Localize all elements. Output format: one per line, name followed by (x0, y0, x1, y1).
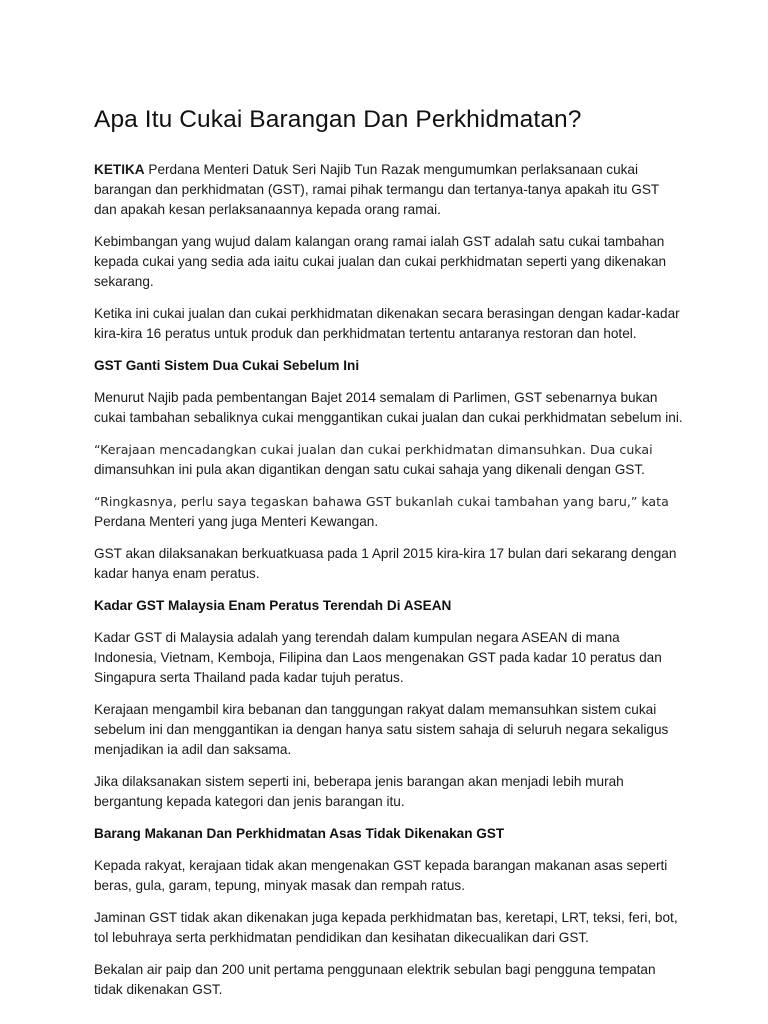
paragraph-2: Kebimbangan yang wujud dalam kalangan orang ramai ialah GST adalah satu cukai tambahan kepada cukai yang sedia ada iaitu cukai jualan dan cukai perkhidmatan seperti yang dikenakan sekarang. (94, 234, 667, 289)
quote-1-start: “Kerajaan mencadangkan cukai jualan dan cukai perkhidmatan dimansuhkan. Dua cukai (94, 442, 653, 457)
quote-2-end: Perdana Menteri yang juga Menteri Kewangan. (94, 514, 379, 529)
intro-text: Perdana Menteri Datuk Seri Najib Tun Razak mengumumkan perlaksanaan cukai barangan dan perkhidmatan (GST), ramai pihak termangu dan tertanya-tanya apakah itu GST dan apakah kesan perlaksanaannya kepada orang ramai. (94, 162, 659, 217)
quote-2 (94, 492, 684, 532)
quote-1 (94, 440, 684, 480)
article (94, 105, 684, 1012)
paragraph-7: Kerajaan mengambil kira bebanan dan tanggungan rakyat dalam memansuhkan sistem cukai sebelum ini dan menggantikan ia dengan hanya satu sistem sahaja di seluruh negara sekaligus menjadikan ia adil dan saksama. (94, 702, 669, 757)
paragraph-5: GST akan dilaksanakan berkuatkuasa pada 1 April 2015 kira-kira 17 bulan dari sekarang dengan kadar hanya enam peratus. (94, 546, 677, 581)
paragraph-11: Bekalan air paip dan 200 unit pertama penggunaan elektrik sebulan bagi pengguna tempatan tidak dikenakan GST. (94, 962, 656, 997)
paragraph-8: Jika dilaksanakan sistem seperti ini, beberapa jenis barangan akan menjadi lebih murah bergantung kepada kategori dan jenis barangan itu. (94, 774, 624, 809)
paragraph-3: Ketika ini cukai jualan dan cukai perkhidmatan dikenakan secara berasingan dengan kadar-kadar kira-kira 16 peratus untuk produk dan perkhidmatan tertentu antaranya restoran dan hotel. (94, 306, 680, 341)
section-heading-3: Barang Makanan Dan Perkhidmatan Asas Tidak Dikenakan GST (94, 826, 505, 841)
quote-2-start: “Ringkasnya, perlu saya tegaskan bahawa GST bukanlah cukai tambahan yang baru,” kata (94, 494, 669, 509)
paragraph-9: Kepada rakyat, kerajaan tidak akan mengenakan GST kepada barangan makanan asas seperti beras, gula, garam, tepung, minyak masak dan rempah ratus. (94, 858, 668, 893)
paragraph-4: Menurut Najib pada pembentangan Bajet 2014 semalam di Parlimen, GST sebenarnya bukan cukai tambahan sebaliknya cukai menggantikan cukai jualan dan cukai perkhidmatan sebelum ini. (94, 390, 683, 425)
quote-1-end: dimansuhkan ini pula akan digantikan dengan satu cukai sahaja yang dikenali dengan GST. (94, 462, 645, 477)
section-heading-2: Kadar GST Malaysia Enam Peratus Terendah Di ASEAN (94, 598, 452, 613)
page-title: Apa Itu Cukai Barangan Dan Perkhidmatan? (94, 106, 582, 133)
paragraph-intro (94, 160, 684, 220)
section-heading-1: GST Ganti Sistem Dua Cukai Sebelum Ini (94, 358, 360, 373)
paragraph-6: Kadar GST di Malaysia adalah yang terendah dalam kumpulan negara ASEAN di mana Indonesia, Vietnam, Kemboja, Filipina dan Laos mengenakan GST pada kadar 10 peratus dan Singapura serta Thailand pada kadar tujuh peratus. (94, 630, 662, 685)
lead-word: KETIKA (94, 162, 145, 177)
paragraph-10: Jaminan GST tidak akan dikenakan juga kepada perkhidmatan bas, keretapi, LRT, teksi, feri, bot, tol lebuhraya serta perkhidmatan pendidikan dan kesihatan dikecualikan dari GST. (94, 910, 678, 945)
